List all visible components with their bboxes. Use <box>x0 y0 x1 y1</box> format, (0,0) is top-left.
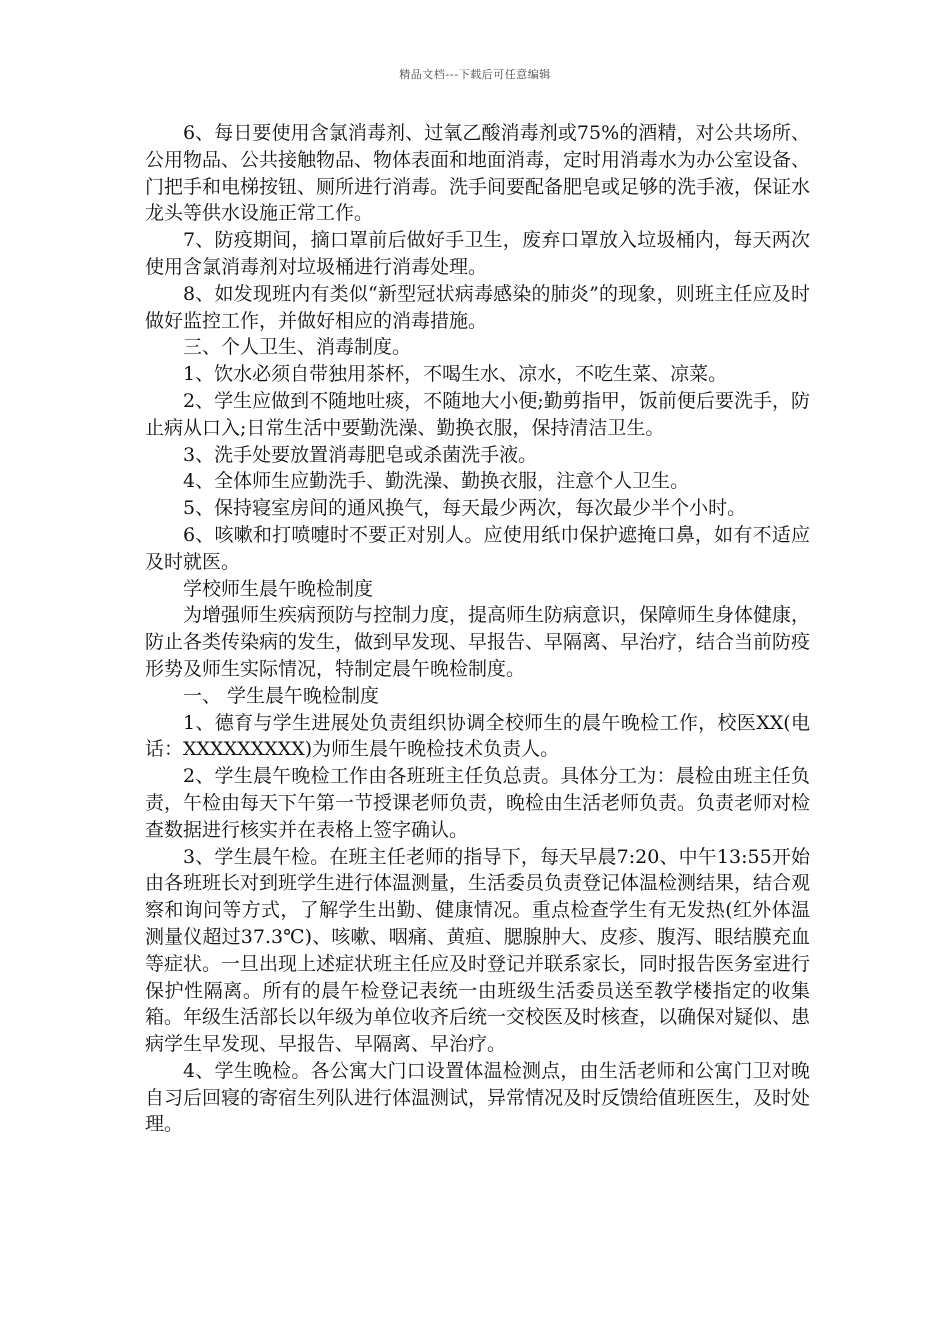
page-header: 精品文档---下载后可任意编辑 <box>399 68 551 81</box>
document-body <box>145 120 810 1138</box>
paragraph-item-8-monitoring: 8、如发现班内有类似“新型冠状病毒感染的肺炎”的现象，则班主任应及时做好监控工作，并做好相应的消毒措施。 <box>145 282 810 332</box>
paragraph-hygiene-3: 3、洗手处要放置消毒肥皂或杀菌洗手液。 <box>183 443 538 466</box>
paragraph-hygiene-1: 1、饮水必须自带独用茶杯，不喝生水、凉水，不吃生菜、凉菜。 <box>183 363 728 386</box>
paragraph-hygiene-2: 2、学生应做到不随地吐痰，不随地大小便;勤剪指甲，饭前便后要洗手，防止病从口入;日常生活中要勤洗澡、勤换衣服，保持清洁卫生。 <box>145 389 810 439</box>
paragraph-item-7-masks: 7、防疫期间，摘口罩前后做好手卫生，废弃口罩放入垃圾桶内，每天两次使用含氯消毒剂对垃圾桶进行消毒处理。 <box>145 229 810 278</box>
section-heading-student-checks: 一、 学生晨午晚检制度 <box>183 684 380 707</box>
paragraph-check-4: 4、学生晚检。各公寓大门口设置体温检测点，由生活老师和公寓门卫对晚自习后回寝的寄宿生列队进行体温测试，异常情况及时反馈给值班医生，及时处理。 <box>145 1059 811 1136</box>
paragraph-item-6-disinfection: 6、每日要使用含氯消毒剂、过氧乙酸消毒剂或75%的酒精，对公共场所、公用物品、公共接触物品、物体表面和地面消毒，定时用消毒水为办公室设备、门把手和电梯按钮、厕所进行消毒。洗手间要配备肥皂或足够的洗手液，保证水龙头等供水设施正常工作。 <box>145 122 811 225</box>
section-heading-personal-hygiene: 三、个人卫生、消毒制度。 <box>183 336 412 359</box>
paragraph-check-1: 1、德育与学生进展处负责组织协调全校师生的晨午晚检工作，校医XX(电话：XXXXXXXXX)为师生晨午晚检技术负责人。 <box>145 711 810 761</box>
paragraph-intro: 为增强师生疾病预防与控制力度，提高师生防病意识，保障师生身体健康，防止各类传染病的发生，做到早发现、早报告、早隔离、早治疗，结合当前防疫形势及师生实际情况，特制定晨午晚检制度。 <box>145 604 811 680</box>
paragraph-check-2: 2、学生晨午晚检工作由各班班主任负总责。具体分工为：晨检由班主任负责，午检由每天下午第一节授课老师负责，晚检由生活老师负责。负责老师对检查数据进行核实并在表格上签字确认。 <box>145 765 811 841</box>
paragraph-check-3: 3、学生晨午检。在班主任老师的指导下，每天早晨7:20、中午13:55开始由各班班长对到班学生进行体温测量，生活委员负责登记体温检测结果，结合观察和询问等方式，了解学生出勤、健康情况。重点检查学生有无发热(红外体温测量仪超过37.3℃)、咳嗽、咽痛、黄疸、腮腺肿大、皮疹、腹泻、眼结膜充血等症状。一旦出现上述症状班主任应及时登记并联系家长，同时报告医务室进行保护性隔离。所有的晨午检登记表统一由班级生活委员送至教学楼指定的收集箱。年级生活部长以年级为单位收齐后统一交校医及时核查，以确保对疑似、患病学生早发现、早报告、早隔离、早治疗。 <box>145 845 811 1056</box>
paragraph-hygiene-6: 6、咳嗽和打喷嚏时不要正对别人。应使用纸巾保护遮掩口鼻，如有不适应及时就医。 <box>145 523 810 573</box>
paragraph-hygiene-4: 4、全体师生应勤洗手、勤洗澡、勤换衣服，注意个人卫生。 <box>183 470 690 493</box>
document-subtitle: 学校师生晨午晚检制度 <box>183 577 374 600</box>
paragraph-hygiene-5: 5、保持寝室房间的通风换气，每天最少两次，每次最少半个小时。 <box>183 497 747 520</box>
